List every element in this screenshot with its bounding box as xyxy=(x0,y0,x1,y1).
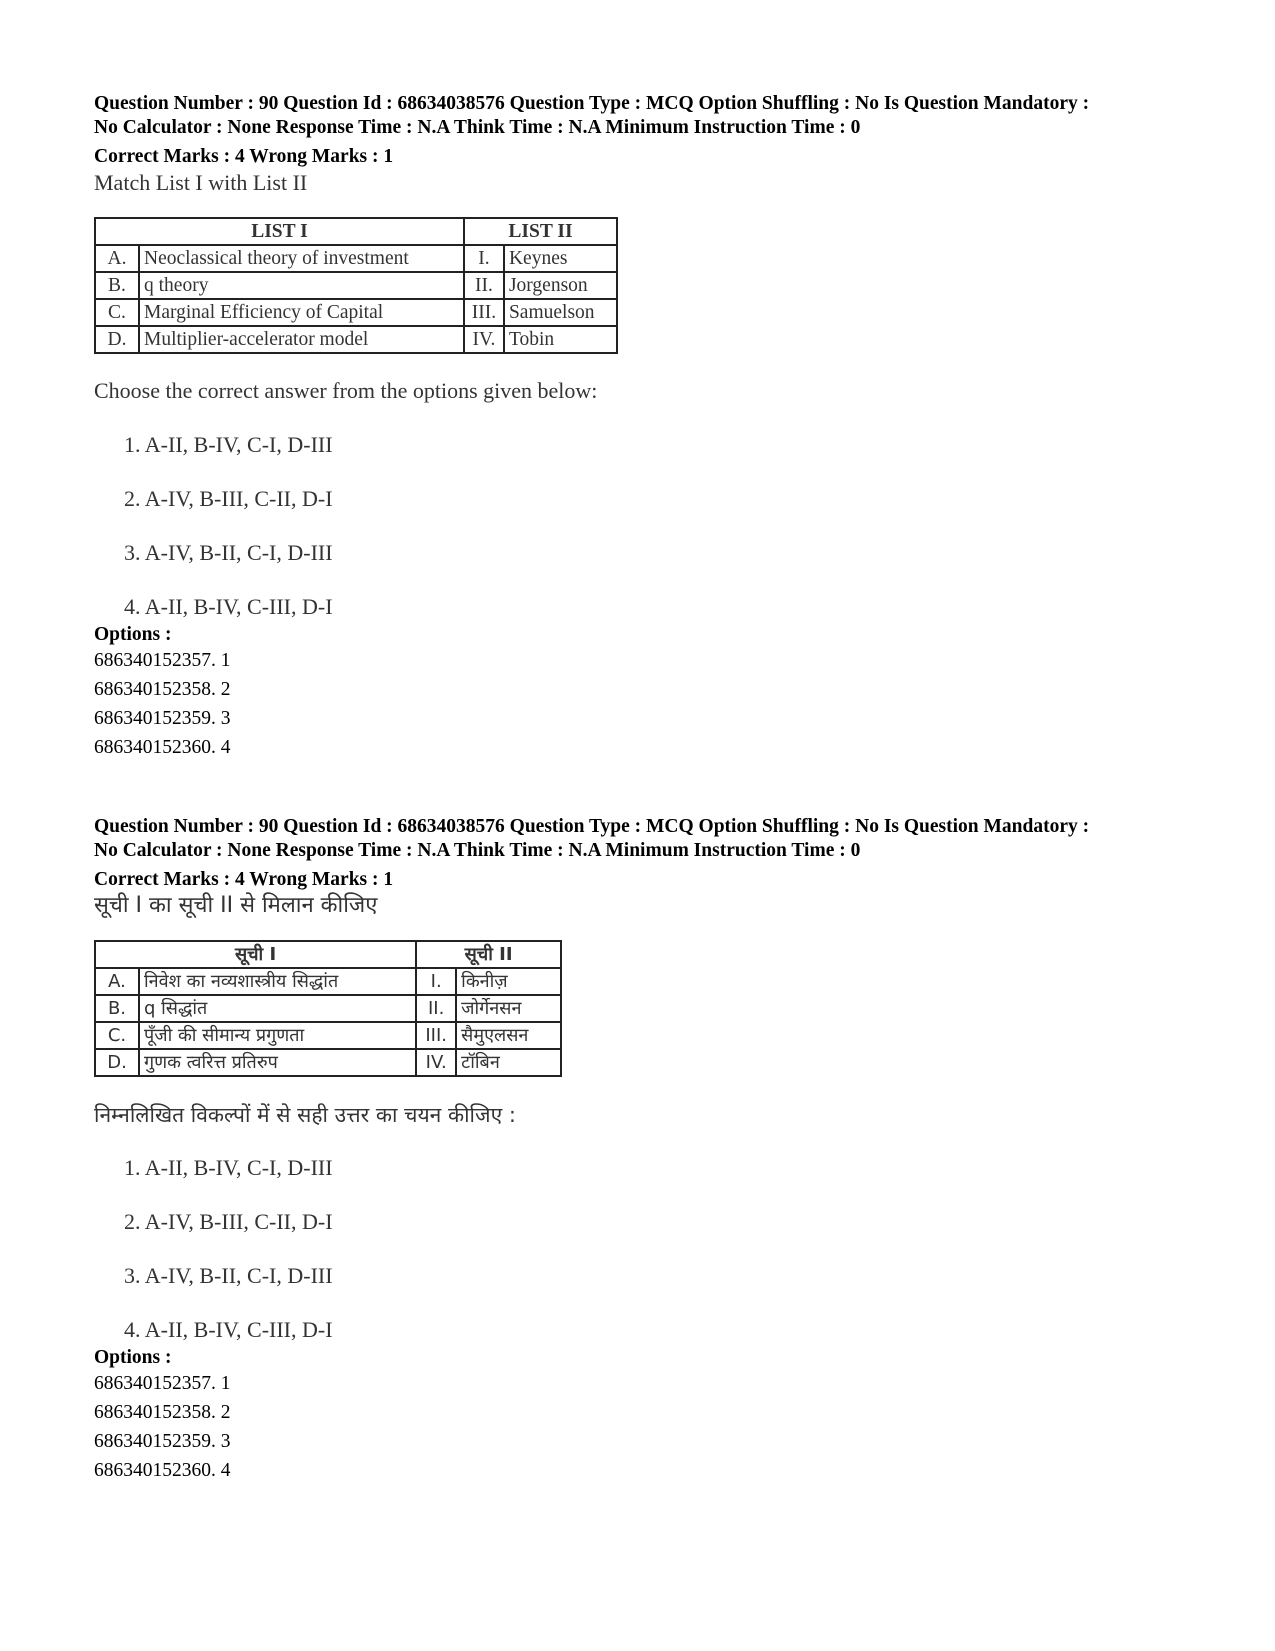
row-label: A. xyxy=(95,245,139,272)
answer-choice: 1. A-II, B-IV, C-I, D-III xyxy=(124,1155,333,1180)
list1-item: निवेश का नव्यशास्त्रीय सिद्धांत xyxy=(139,968,416,995)
marks-line: Correct Marks : 4 Wrong Marks : 1 xyxy=(94,869,394,890)
question-block xyxy=(94,815,1204,1485)
table-row xyxy=(95,968,561,995)
list1-item: Neoclassical theory of investment xyxy=(139,245,464,272)
option-item: 686340152359. 3 xyxy=(94,708,231,729)
question-instruction: Match List I with List II xyxy=(94,170,308,195)
table-header-row xyxy=(95,218,617,245)
table-row xyxy=(95,245,617,272)
table-row xyxy=(95,995,561,1022)
option-item: 686340152360. 4 xyxy=(94,737,231,758)
choose-instruction: निम्नलिखित विकल्पों में से सही उत्तर का चयन कीजिए : xyxy=(94,1103,516,1127)
options-label: Options : xyxy=(94,624,172,645)
question-block xyxy=(94,92,1204,762)
row-label: B. xyxy=(95,995,139,1022)
row-label: I. xyxy=(416,968,456,995)
row-label: A. xyxy=(95,968,139,995)
list1-item: q theory xyxy=(139,272,464,299)
row-label: III. xyxy=(464,299,504,326)
table-row xyxy=(95,1022,561,1049)
row-label: D. xyxy=(95,326,139,353)
list2-header: सूची II xyxy=(416,941,561,968)
table-header-row xyxy=(95,941,561,968)
choose-instruction: Choose the correct answer from the options given below: xyxy=(94,378,598,403)
list2-item: सैमुएलसन xyxy=(456,1022,561,1049)
list2-item: Jorgenson xyxy=(504,272,617,299)
question-meta-line: Question Number : 90 Question Id : 68634038576 Question Type : MCQ Option Shuffling : No Is Question Mandatory : xyxy=(94,816,1090,837)
answer-choice: 2. A-IV, B-III, C-II, D-I xyxy=(124,486,333,511)
marks-line: Correct Marks : 4 Wrong Marks : 1 xyxy=(94,146,394,167)
option-item: 686340152357. 1 xyxy=(94,650,231,671)
list2-item: जोर्गेनसन xyxy=(456,995,561,1022)
options-label: Options : xyxy=(94,1347,172,1368)
row-label: IV. xyxy=(464,326,504,353)
list1-header: सूची I xyxy=(95,941,416,968)
list1-header: LIST I xyxy=(95,218,464,245)
row-label: III. xyxy=(416,1022,456,1049)
table-row xyxy=(95,272,617,299)
question-meta-line: No Calculator : None Response Time : N.A Think Time : N.A Minimum Instruction Time : 0 xyxy=(94,840,861,861)
answer-choice: 4. A-II, B-IV, C-III, D-I xyxy=(124,1317,333,1342)
answer-choice: 3. A-IV, B-II, C-I, D-III xyxy=(124,1263,333,1288)
list2-item: Tobin xyxy=(504,326,617,353)
list2-item: किनीज़ xyxy=(456,968,561,995)
option-item: 686340152358. 2 xyxy=(94,679,231,700)
row-label: C. xyxy=(95,1022,139,1049)
option-item: 686340152358. 2 xyxy=(94,1402,231,1423)
list2-header: LIST II xyxy=(464,218,617,245)
option-item: 686340152360. 4 xyxy=(94,1460,231,1481)
table-row xyxy=(95,299,617,326)
answer-choice: 2. A-IV, B-III, C-II, D-I xyxy=(124,1209,333,1234)
row-label: I. xyxy=(464,245,504,272)
match-table xyxy=(94,217,618,354)
row-label: B. xyxy=(95,272,139,299)
list1-item: गुणक त्वरित्त प्रतिरुप xyxy=(139,1049,416,1076)
match-table xyxy=(94,940,562,1077)
list1-item: q सिद्धांत xyxy=(139,995,416,1022)
row-label: D. xyxy=(95,1049,139,1076)
question-meta-line: Question Number : 90 Question Id : 68634038576 Question Type : MCQ Option Shuffling : No Is Question Mandatory : xyxy=(94,93,1090,114)
row-label: II. xyxy=(464,272,504,299)
question-meta-line: No Calculator : None Response Time : N.A Think Time : N.A Minimum Instruction Time : 0 xyxy=(94,117,861,138)
list1-item: Marginal Efficiency of Capital xyxy=(139,299,464,326)
list1-item: Multiplier-accelerator model xyxy=(139,326,464,353)
list2-item: Keynes xyxy=(504,245,617,272)
row-label: C. xyxy=(95,299,139,326)
list2-item: Samuelson xyxy=(504,299,617,326)
row-label: II. xyxy=(416,995,456,1022)
table-row xyxy=(95,1049,561,1076)
option-item: 686340152359. 3 xyxy=(94,1431,231,1452)
list2-item: टॉबिन xyxy=(456,1049,561,1076)
option-item: 686340152357. 1 xyxy=(94,1373,231,1394)
question-instruction: सूची I का सूची II से मिलान कीजिए xyxy=(94,893,378,918)
list1-item: पूँजी की सीमान्य प्रगुणता xyxy=(139,1022,416,1049)
answer-choice: 4. A-II, B-IV, C-III, D-I xyxy=(124,594,333,619)
answer-choice: 3. A-IV, B-II, C-I, D-III xyxy=(124,540,333,565)
table-row xyxy=(95,326,617,353)
answer-choice: 1. A-II, B-IV, C-I, D-III xyxy=(124,432,333,457)
row-label: IV. xyxy=(416,1049,456,1076)
